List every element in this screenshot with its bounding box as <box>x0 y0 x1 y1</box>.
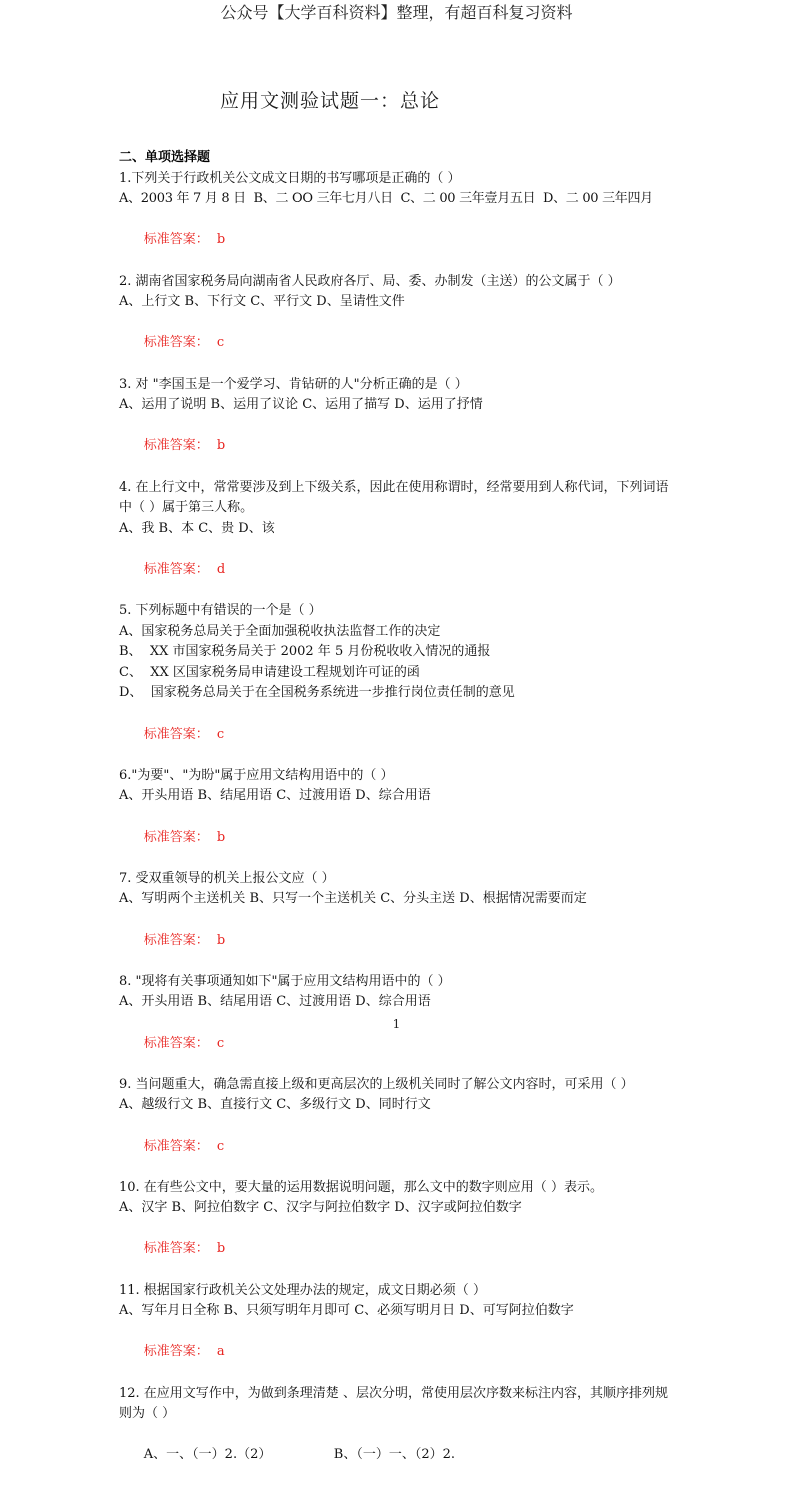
answer-line <box>119 704 679 766</box>
answer-value: c <box>216 726 225 742</box>
question-stem: 4. 在上行文中，常常要涉及到上下级关系，因此在使用称谓时，经常要用到人称代词，下列词语中（ ）属于第三人称。 <box>119 479 669 516</box>
answer-label: 标准答案： <box>143 1035 209 1051</box>
answer-value: b <box>216 829 226 845</box>
question-1 <box>119 169 679 272</box>
question-stem: 7. 受双重领导的机关上报公文应（ ） <box>119 870 335 886</box>
question-stem: 12. 在应用文写作中，为做到条理清楚 、层次分明，常使用层次序数来标注内容，其顺序排列规则为（ ） <box>119 1385 668 1422</box>
question-12 <box>119 1384 679 1487</box>
answer-line <box>119 1322 679 1384</box>
answer-line <box>119 210 679 272</box>
question-options: A、开头用语 B、结尾用语 C、过渡用语 D、综合用语 <box>119 994 431 1010</box>
question-7 <box>119 869 679 972</box>
answer-label: 标准答案： <box>143 561 209 577</box>
question-10 <box>119 1178 679 1281</box>
answer-label: 标准答案： <box>143 232 209 248</box>
option-b: B、（一）一、（2）2. <box>333 1447 456 1463</box>
question-9 <box>119 1075 679 1178</box>
question-options <box>119 1425 679 1487</box>
answer-value: b <box>216 232 226 248</box>
answer-line <box>119 313 679 375</box>
question-stem: 1.下列关于行政机关公文成文日期的书写哪项是正确的（ ） <box>119 170 461 186</box>
answer-value: b <box>216 1241 226 1257</box>
question-options: A、越级行文 B、直接行文 C、多级行文 D、同时行文 <box>119 1097 431 1113</box>
answer-value: c <box>216 1138 225 1154</box>
answer-label: 标准答案： <box>143 726 209 742</box>
option-b: B、 XX 市国家税务局关于 2002 年 5 月份税收收入情况的通报 <box>119 644 491 660</box>
question-options: A、开头用语 B、结尾用语 C、过渡用语 D、综合用语 <box>119 788 431 804</box>
answer-label: 标准答案： <box>143 335 209 351</box>
answer-line <box>119 807 679 869</box>
question-options: A、写明两个主送机关 B、只写一个主送机关 C、分头主送 D、根据情况需要而定 <box>119 891 587 907</box>
answer-value: c <box>216 1035 225 1051</box>
answer-line <box>119 910 679 972</box>
question-stem: 2. 湖南省国家税务局向湖南省人民政府各厅、局、委、办制发（主送）的公文属于（ ） <box>119 273 621 289</box>
question-stem: 6."为要"、"为盼"属于应用文结构用语中的（ ） <box>119 767 394 783</box>
option-c: C、 XX 区国家税务局申请建设工程规划许可证的函 <box>119 664 420 680</box>
question-4 <box>119 478 679 602</box>
answer-value: b <box>216 932 226 948</box>
question-options: A、我 B、本 C、贵 D、该 <box>119 520 275 536</box>
question-stem: 3. 对 "李国玉是一个爱学习、肯钻研的人"分析正确的是（ ） <box>119 376 468 392</box>
question-stem: 10. 在有些公文中，要大量的运用数据说明问题，那么文中的数字则应用（ ）表示。 <box>119 1179 603 1195</box>
question-stem: 11. 根据国家行政机关公文处理办法的规定，成文日期必须（ ） <box>119 1282 486 1298</box>
option-a: A、一、（一）2.（2） <box>143 1447 272 1463</box>
answer-value: c <box>216 335 225 351</box>
question-stem: 5. 下列标题中有错误的一个是（ ） <box>119 603 322 619</box>
question-options: A、写年月日全称 B、只须写明年月即可 C、必须写明月日 D、可写阿拉伯数字 <box>119 1303 574 1319</box>
page-number: 1 <box>392 1017 401 1031</box>
answer-line <box>119 539 679 601</box>
answer-value: a <box>216 1344 225 1360</box>
watermark-header: 公众号【大学百科资料】整理，有超百科复习资料 <box>220 3 573 22</box>
answer-label: 标准答案： <box>143 1138 209 1154</box>
page-title: 应用文测验试题一：总论 <box>220 90 441 112</box>
answer-line <box>119 1116 679 1178</box>
answer-label: 标准答案： <box>143 1344 209 1360</box>
document-body <box>119 148 679 1487</box>
answer-label: 标准答案： <box>143 1241 209 1257</box>
answer-label: 标准答案： <box>143 438 209 454</box>
question-11 <box>119 1281 679 1384</box>
answer-line <box>119 416 679 478</box>
answer-label: 标准答案： <box>143 829 209 845</box>
answer-value: b <box>216 438 226 454</box>
option-d: D、 国家税务总局关于在全国税务系统进一步推行岗位责任制的意见 <box>119 685 515 701</box>
question-options: A、上行文 B、下行文 C、平行文 D、呈请性文件 <box>119 294 405 310</box>
answer-line <box>119 1219 679 1281</box>
question-options: A、2003 年 7 月 8 日 B、二 OO 三年七月八日 C、二 00 三年壹月五日 D、二 00 三年四月 <box>119 191 653 207</box>
section-heading: 二、单项选择题 <box>119 150 211 165</box>
question-options: A、运用了说明 B、运用了议论 C、运用了描写 D、运用了抒情 <box>119 397 483 413</box>
question-stem: 8. "现将有关事项通知如下"属于应用文结构用语中的（ ） <box>119 973 451 989</box>
option-a: A、国家税务总局关于全面加强税收执法监督工作的决定 <box>119 623 441 639</box>
answer-label: 标准答案： <box>143 932 209 948</box>
question-6 <box>119 766 679 869</box>
question-options: A、汉字 B、阿拉伯数字 C、汉字与阿拉伯数字 D、汉字或阿拉伯数字 <box>119 1200 522 1216</box>
question-2 <box>119 272 679 375</box>
question-5 <box>119 601 679 766</box>
question-stem: 9. 当问题重大，确急需直接上级和更高层次的上级机关同时了解公文内容时，可采用（ ） <box>119 1076 634 1092</box>
answer-value: d <box>216 561 226 577</box>
question-3 <box>119 375 679 478</box>
